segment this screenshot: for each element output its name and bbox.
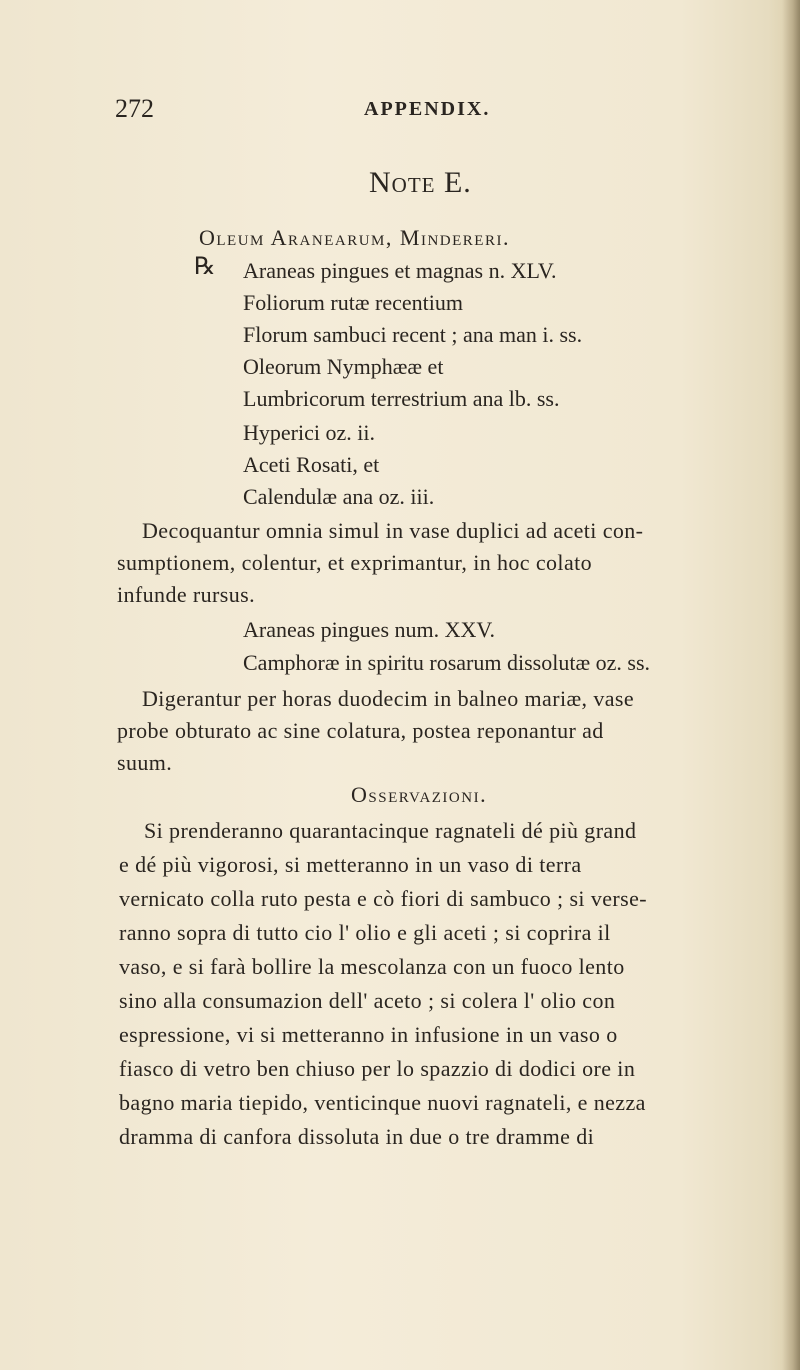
recipe-line: Foliorum rutæ recentium: [243, 290, 463, 315]
paragraph-line: probe obturato ac sine colatura, postea reponantur ad: [117, 718, 604, 743]
paragraph-line: ranno sopra di tutto cio l' olio e gli aceti ; si coprira il: [119, 920, 611, 945]
paragraph-line: bagno maria tiepido, venticinque nuovi ragnateli, e nezza: [119, 1090, 646, 1115]
paragraph-line: infunde rursus.: [117, 582, 255, 607]
recipe-line: Aceti Rosati, et: [243, 452, 380, 477]
page-edge-shadow: [782, 0, 800, 1370]
paragraph-line: sumptionem, colentur, et exprimantur, in hoc colato: [117, 550, 593, 575]
recipe-line: Lumbricorum terrestrium ana lb. ss.: [243, 386, 560, 411]
paragraph-line: fiasco di vetro ben chiuso per lo spazzio di dodici ore in: [119, 1056, 636, 1081]
paragraph-line: vernicato colla ruto pesta e cò fiori di sambuco ; si verse-: [119, 886, 647, 911]
page-number: 272: [115, 94, 154, 123]
recipe-line: Araneas pingues et magnas n. XLV.: [243, 258, 557, 283]
paragraph-line: Si prenderanno quarantacinque ragnateli dé più grand: [144, 818, 637, 843]
recipe-line: Hyperici oz. ii.: [243, 420, 375, 445]
recipe-line: Araneas pingues num. XXV.: [243, 617, 495, 642]
recipe-line: Florum sambuci recent ; ana man i. ss.: [243, 322, 583, 347]
paragraph-line: Digerantur per horas duodecim in balneo mariæ, vase: [142, 686, 635, 711]
osservazioni-title: Osservazioni.: [351, 782, 488, 807]
paragraph-line: Decoquantur omnia simul in vase duplici ad aceti con-: [142, 518, 644, 543]
rx-symbol-icon: ℞: [194, 254, 216, 280]
paragraph-line: sino alla consumazion dell' aceto ; si colera l' olio con: [119, 988, 616, 1013]
recipe-line: Calendulæ ana oz. iii.: [243, 484, 435, 509]
recipe-line: Camphoræ in spiritu rosarum dissolutæ oz. ss.: [243, 650, 650, 675]
paragraph-line: espressione, vi si metteranno in infusione in un vaso o: [119, 1022, 618, 1047]
formula-title: Oleum Aranearum, Mindereri.: [199, 225, 510, 250]
recipe-line: Oleorum Nymphææ et: [243, 354, 444, 379]
running-head: APPENDIX.: [364, 98, 491, 120]
paragraph-line: suum.: [117, 750, 173, 775]
paragraph-line: dramma di canfora dissoluta in due o tre dramme di: [119, 1124, 595, 1149]
note-title: Note E.: [369, 166, 472, 199]
paragraph-line: e dé più vigorosi, si metteranno in un vaso di terra: [119, 852, 582, 877]
paragraph-line: vaso, e si farà bollire la mescolanza con un fuoco lento: [119, 954, 625, 979]
